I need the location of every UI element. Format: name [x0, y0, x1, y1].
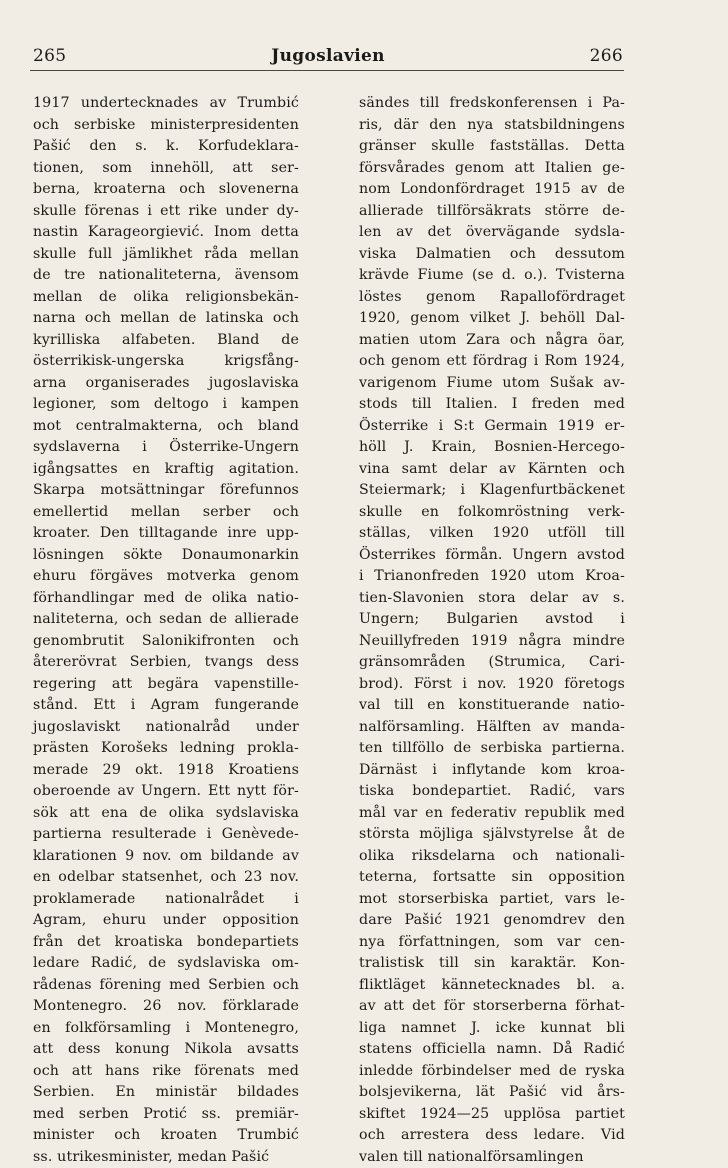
text-line: ledare Radić, de sydslaviska om- — [33, 953, 299, 975]
text-line: prästen Korošeks ledning prokla- — [33, 738, 299, 760]
text-line: statens officiella namn. Då Radić — [359, 1039, 625, 1061]
text-line: höll J. Krain, Bosnien-Hercego- — [359, 437, 625, 459]
running-header — [33, 46, 623, 70]
text-line: kroater. Den tilltagande inre upp- — [33, 523, 299, 545]
text-line: Montenegro. 26 nov. förklarade — [33, 996, 299, 1018]
text-line: nastin Karageorgiević. Inom detta — [33, 222, 299, 244]
text-line: brod). Först i nov. 1920 företogs — [359, 674, 625, 696]
text-line: största möjliga självstyrelse åt de — [359, 824, 625, 846]
text-line: vina samt delar av Kärnten och — [359, 459, 625, 481]
text-line: ställas, vilken 1920 utföll till — [359, 523, 625, 545]
text-line: naliteterna, och sedan de allierade — [33, 609, 299, 631]
text-line: och genom ett fördrag i Rom 1924, — [359, 351, 625, 373]
text-line: skulle förenas i ett rike under dy- — [33, 201, 299, 223]
text-line: och att hans rike förenats med — [33, 1061, 299, 1083]
text-line: löstes genom Rapallofördraget — [359, 287, 625, 309]
text-line: merade 29 okt. 1918 Kroatiens — [33, 760, 299, 782]
text-line: varigenom Fiume utom Sušak av- — [359, 373, 625, 395]
left-text-column — [33, 93, 299, 1168]
text-line: narna och mellan de latinska och — [33, 308, 299, 330]
text-line: och serbiske ministerpresidenten — [33, 115, 299, 137]
text-line: matien utom Zara och några öar, — [359, 330, 625, 352]
text-line: 1917 undertecknades av Trumbić — [33, 93, 299, 115]
text-line: emellertid mellan serber och — [33, 502, 299, 524]
text-line: en odelbar statsenhet, och 23 nov. — [33, 867, 299, 889]
text-line: stånd. Ett i Agram fungerande — [33, 695, 299, 717]
text-line: fliktläget kännetecknades bl. a. — [359, 975, 625, 997]
text-line: nalförsamling. Hälften av manda- — [359, 717, 625, 739]
text-line: mot centralmakterna, och bland — [33, 416, 299, 438]
text-line: försvårades genom att Italien ge- — [359, 158, 625, 180]
text-line: Österrike i S:t Germain 1919 er- — [359, 416, 625, 438]
right-text-column — [359, 93, 625, 1168]
text-line: val till en konstituerande natio- — [359, 695, 625, 717]
text-line: legioner, som deltogo i kampen — [33, 394, 299, 416]
text-line: en folkförsamling i Montenegro, — [33, 1018, 299, 1040]
text-line: jugoslaviskt nationalråd under — [33, 717, 299, 739]
text-line: olika riksdelarna och nationali- — [359, 846, 625, 868]
text-line: i Trianonfreden 1920 utom Kroa- — [359, 566, 625, 588]
text-line: dare Pašić 1921 genomdrev den — [359, 910, 625, 932]
text-line: krävde Fiume (se d. o.). Tvisterna — [359, 265, 625, 287]
text-line: och arrestera dess ledare. Vid — [359, 1125, 625, 1147]
text-line: Därnäst i inflytande kom kroa- — [359, 760, 625, 782]
text-line: 1920, genom vilket J. behöll Dal- — [359, 308, 625, 330]
text-line: skulle en folkomröstning verk- — [359, 502, 625, 524]
text-line: Agram, ehuru under opposition — [33, 910, 299, 932]
text-line: med serben Protić ss. premiär- — [33, 1104, 299, 1126]
text-line: teterna, fortsatte sin opposition — [359, 867, 625, 889]
text-line: förhandlingar med de olika natio- — [33, 588, 299, 610]
text-line: mot storserbiska partiet, vars le- — [359, 889, 625, 911]
text-line: berna, kroaterna och slovenerna — [33, 179, 299, 201]
text-line: arna organiserades jugoslaviska — [33, 373, 299, 395]
text-line: ss. utrikesminister, medan Pašić — [33, 1147, 299, 1168]
text-line: de tre nationaliteterna, ävensom — [33, 265, 299, 287]
text-line: len av det övervägande sydsla- — [359, 222, 625, 244]
text-line: ehuru förgäves motverka genom — [33, 566, 299, 588]
text-line: Ungern; Bulgarien avstod i — [359, 609, 625, 631]
text-line: regering att begära vapenstille- — [33, 674, 299, 696]
text-line: sydslaverna i Österrike-Ungern — [33, 437, 299, 459]
text-line: gränser skulle fastställas. Detta — [359, 136, 625, 158]
text-line: Pašić den s. k. Korfudeklara- — [33, 136, 299, 158]
text-line: ten tillföllo de serbiska partierna. — [359, 738, 625, 760]
text-line: av att det för storserberna förhat- — [359, 996, 625, 1018]
text-line: viska Dalmatien och dessutom — [359, 244, 625, 266]
text-line: proklamerade nationalrådet i — [33, 889, 299, 911]
text-line: Neuillyfreden 1919 några mindre — [359, 631, 625, 653]
text-line: nom Londonfördraget 1915 av de — [359, 179, 625, 201]
header-rule — [30, 70, 624, 71]
text-line: rådenas förening med Serbien och — [33, 975, 299, 997]
text-line: Serbien. En ministär bildades — [33, 1082, 299, 1104]
text-line: mellan de olika religionsbekän- — [33, 287, 299, 309]
text-line: mål var en federativ republik med — [359, 803, 625, 825]
text-line: att dess konung Nikola avsatts — [33, 1039, 299, 1061]
running-title: Jugoslavien — [33, 46, 623, 66]
page-number-right: 266 — [590, 46, 623, 66]
text-line: sändes till fredskonferensen i Pa- — [359, 93, 625, 115]
text-line: tien-Slavonien stora delar av s. — [359, 588, 625, 610]
text-line: tionen, som innehöll, att ser- — [33, 158, 299, 180]
text-line: genombrutit Salonikifronten och — [33, 631, 299, 653]
text-line: nya författningen, som var cen- — [359, 932, 625, 954]
text-line: partierna resulterade i Genèvede- — [33, 824, 299, 846]
text-line: igångsattes en kraftig agitation. — [33, 459, 299, 481]
text-line: stods till Italien. I freden med — [359, 394, 625, 416]
text-line: tralistisk till sin karaktär. Kon- — [359, 953, 625, 975]
text-line: österrikisk-ungerska krigsfång- — [33, 351, 299, 373]
text-line: ris, där den nya statsbildningens — [359, 115, 625, 137]
text-line: allierade tillförsäkrats större de- — [359, 201, 625, 223]
text-line: skulle full jämlikhet råda mellan — [33, 244, 299, 266]
text-line: minister och kroaten Trumbić — [33, 1125, 299, 1147]
text-line: sök att ena de olika sydslaviska — [33, 803, 299, 825]
text-line: liga namnet J. icke kunnat bli — [359, 1018, 625, 1040]
text-line: valen till nationalförsamlingen — [359, 1147, 625, 1168]
text-line: oberoende av Ungern. Ett nytt för- — [33, 781, 299, 803]
text-line: gränsområden (Strumica, Cari- — [359, 652, 625, 674]
page-number-left: 265 — [33, 46, 66, 66]
text-line: lösningen sökte Donaumonarkin — [33, 545, 299, 567]
text-line: återerövrat Serbien, tvangs dess — [33, 652, 299, 674]
text-line: skiftet 1924—25 upplösa partiet — [359, 1104, 625, 1126]
text-line: från det kroatiska bondepartiets — [33, 932, 299, 954]
text-line: kyrilliska alfabeten. Bland de — [33, 330, 299, 352]
text-line: Steiermark; i Klagenfurtbäckenet — [359, 480, 625, 502]
text-line: Österrikes förmån. Ungern avstod — [359, 545, 625, 567]
text-line: Skarpa motsättningar förefunnos — [33, 480, 299, 502]
text-line: tiska bondepartiet. Radić, vars — [359, 781, 625, 803]
text-line: inledde förbindelser med de ryska — [359, 1061, 625, 1083]
text-line: klarationen 9 nov. om bildande av — [33, 846, 299, 868]
text-line: bolsjevikerna, lät Pašić vid års- — [359, 1082, 625, 1104]
